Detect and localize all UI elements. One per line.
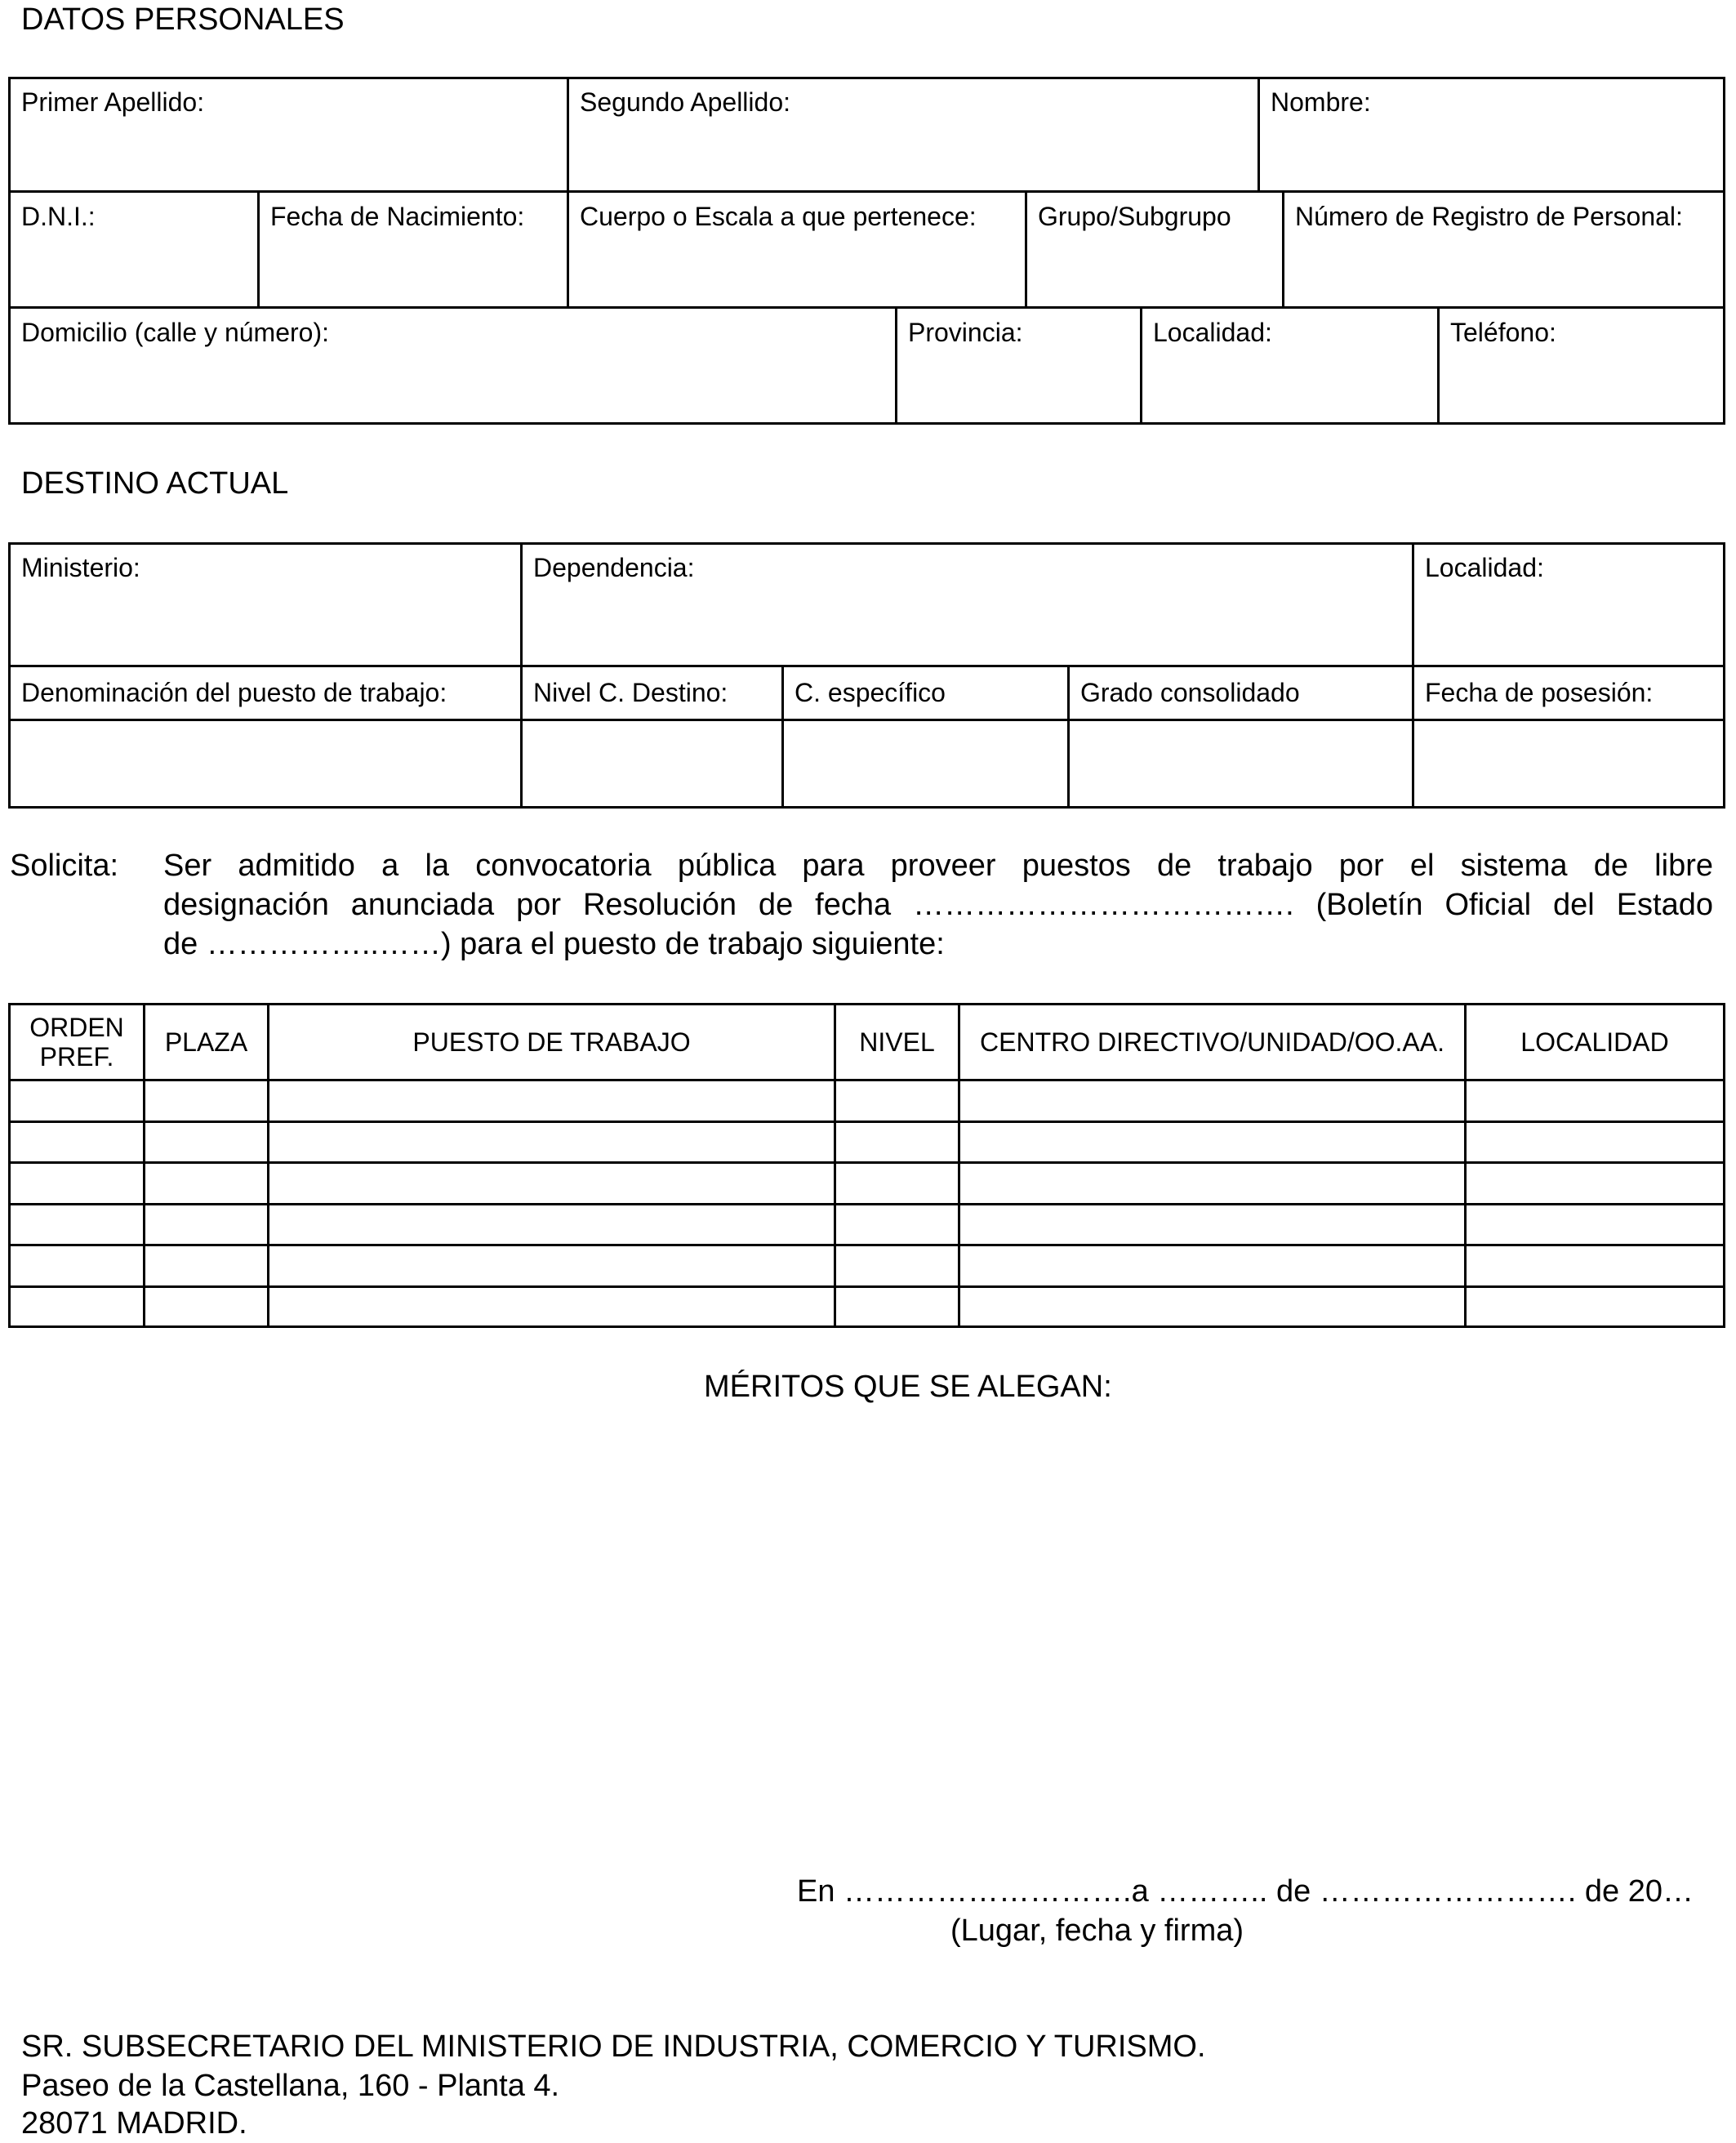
fecha-posesion-input[interactable]	[1414, 721, 1723, 806]
solicita-text-line2: designación anunciada por Resolución de fecha ………………………………. (Boletín Oficial del Estado	[163, 888, 1713, 922]
section-title-datos-personales: DATOS PERSONALES	[21, 2, 345, 37]
nivel-destino-label: Nivel C. Destino:	[533, 678, 728, 707]
fecha-posesion-label: Fecha de posesión:	[1425, 678, 1654, 707]
localidad-field[interactable]: Localidad:	[1153, 318, 1272, 347]
table-row[interactable]	[11, 1164, 1723, 1203]
header-localidad: LOCALIDAD	[1520, 1027, 1669, 1057]
c-especifico-label: C. específico	[795, 678, 946, 707]
header-orden-line2: PREF.	[39, 1042, 114, 1072]
header-puesto-trabajo: PUESTO DE TRABAJO	[412, 1027, 691, 1057]
divider	[1140, 306, 1142, 425]
divider	[1282, 190, 1284, 308]
telefono-field[interactable]: Teléfono:	[1450, 318, 1556, 347]
divider	[8, 306, 1725, 309]
denominacion-puesto-input[interactable]	[11, 721, 520, 806]
divider	[895, 306, 897, 425]
divider	[1025, 190, 1027, 308]
dependencia-field[interactable]: Dependencia:	[533, 553, 695, 582]
signature-caption: (Lugar, fecha y firma)	[950, 1914, 1244, 1948]
divider	[520, 542, 523, 666]
section-title-meritos: MÉRITOS QUE SE ALEGAN:	[704, 1370, 1112, 1404]
addressee-line1: SR. SUBSECRETARIO DEL MINISTERIO DE INDUSTRIA, COMERCIO Y TURISMO.	[21, 2029, 1206, 2064]
table-row[interactable]	[11, 1081, 1723, 1121]
ministerio-field[interactable]: Ministerio:	[21, 553, 140, 582]
domicilio-field[interactable]: Domicilio (calle y número):	[21, 318, 329, 347]
provincia-field[interactable]: Provincia:	[908, 318, 1023, 347]
segundo-apellido-field[interactable]: Segundo Apellido:	[580, 87, 790, 117]
denominacion-puesto-label: Denominación del puesto de trabajo:	[21, 678, 447, 707]
header-centro-directivo: CENTRO DIRECTIVO/UNIDAD/OO.AA.	[980, 1027, 1444, 1057]
solicita-label: Solicita:	[10, 849, 119, 883]
addressee-line2: Paseo de la Castellana, 160 - Planta 4.	[21, 2069, 560, 2103]
grupo-subgrupo-field[interactable]: Grupo/Subgrupo	[1038, 202, 1231, 231]
solicita-text-line1: Ser admitido a la convocatoria pública para proveer puestos de trabajo por el sistema de libre	[163, 849, 1713, 883]
dni-field[interactable]: D.N.I.:	[21, 202, 96, 231]
divider	[8, 190, 1725, 193]
header-orden-pref	[11, 1005, 143, 1079]
divider	[8, 665, 1725, 667]
primer-apellido-field[interactable]: Primer Apellido:	[21, 87, 205, 117]
table-row[interactable]	[11, 1246, 1723, 1285]
table-row[interactable]	[11, 1123, 1723, 1161]
solicita-text-line3: de ……………..……) para el puesto de trabajo siguiente:	[163, 927, 945, 961]
header-plaza: PLAZA	[164, 1027, 248, 1057]
signature-place-date-line[interactable]: En ……………………….a ……….. de ……………………. de 20…	[797, 1874, 1694, 1909]
nombre-field[interactable]: Nombre:	[1271, 87, 1371, 117]
c-especifico-input[interactable]	[784, 721, 1067, 806]
fecha-nacimiento-field[interactable]: Fecha de Nacimiento:	[270, 202, 525, 231]
header-nivel: NIVEL	[859, 1027, 935, 1057]
divider	[1437, 306, 1440, 425]
table-row[interactable]	[11, 1205, 1723, 1244]
addressee-line3: 28071 MADRID.	[21, 2106, 247, 2141]
header-orden-line1: ORDEN	[29, 1013, 124, 1042]
divider	[567, 190, 569, 308]
section-title-destino-actual: DESTINO ACTUAL	[21, 466, 289, 501]
divider	[257, 190, 260, 308]
grado-consolidado-label: Grado consolidado	[1080, 678, 1300, 707]
personal-data-table	[8, 77, 1725, 425]
meritos-text-area[interactable]	[8, 1413, 1725, 1854]
grado-consolidado-input[interactable]	[1070, 721, 1412, 806]
nivel-destino-input[interactable]	[523, 721, 781, 806]
table-row[interactable]	[11, 1288, 1723, 1325]
localidad-destino-field[interactable]: Localidad:	[1425, 553, 1544, 582]
divider	[1412, 542, 1414, 666]
divider	[1257, 77, 1260, 191]
numero-registro-field[interactable]: Número de Registro de Personal:	[1295, 202, 1683, 231]
cuerpo-escala-field[interactable]: Cuerpo o Escala a que pertenece:	[580, 202, 977, 231]
divider	[567, 77, 569, 191]
